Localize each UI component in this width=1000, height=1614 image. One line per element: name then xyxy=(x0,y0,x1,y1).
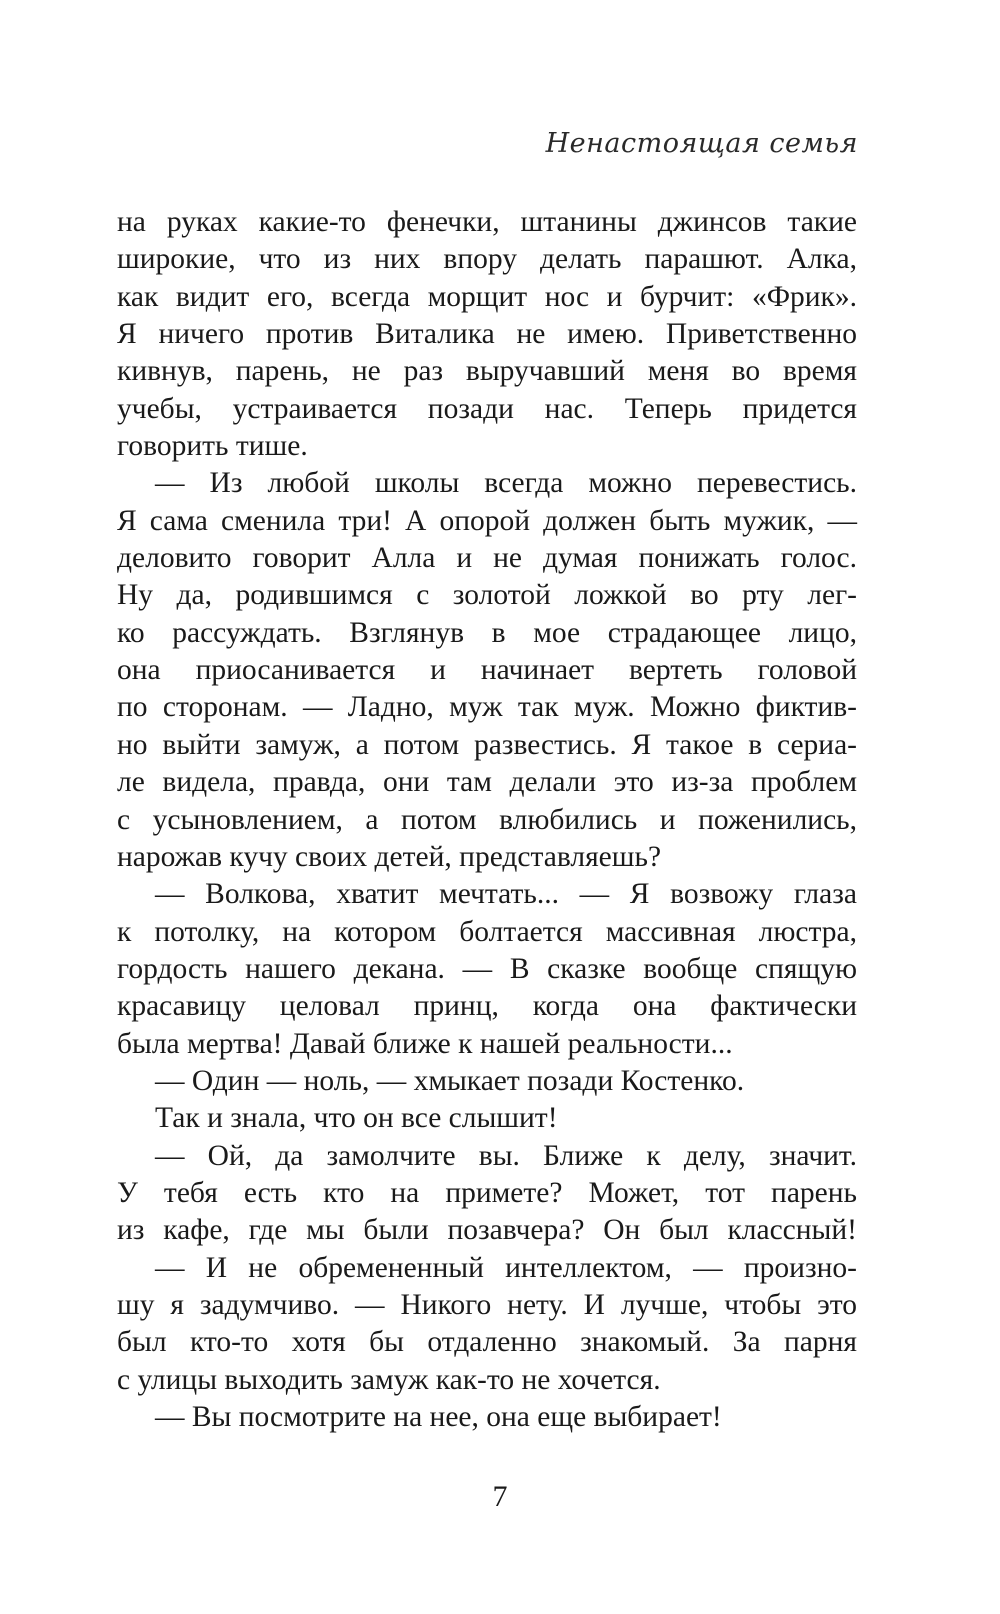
text-line: Я сама сменила три! А опорой должен быть мужик, — xyxy=(117,504,857,537)
text-line: Я ничего против Виталика не имею. Приветственно xyxy=(117,318,857,351)
text-line: — Из любой школы всегда можно перевестись. xyxy=(155,467,857,500)
text-line: широкие, что из них впору делать парашют. Алка, xyxy=(117,243,857,276)
text-line: была мертва! Давай ближе к нашей реальности... xyxy=(117,1027,733,1060)
text-line: говорить тише. xyxy=(117,430,308,463)
text-line: шу я задумчиво. — Никого нету. И лучше, чтобы это xyxy=(117,1288,857,1321)
text-line: Так и знала, что он все слышит! xyxy=(155,1102,558,1135)
text-line: ко рассуждать. Взглянув в мое страдающее лицо, xyxy=(117,616,857,649)
text-line: кивнув, парень, не раз выручавший меня во время xyxy=(117,355,857,388)
text-line: — Ой, да замолчите вы. Ближе к делу, значит. xyxy=(155,1139,857,1172)
text-line: нарожав кучу своих детей, представляешь? xyxy=(117,840,662,873)
body-text xyxy=(117,204,857,1436)
text-line: У тебя есть кто на примете? Может, тот парень xyxy=(117,1176,857,1209)
text-line: она приосанивается и начинает вертеть головой xyxy=(117,654,857,687)
text-line: но выйти замуж, а потом развестись. Я такое в сериа- xyxy=(117,728,857,761)
text-line: — Один — ноль, — хмыкает позади Костенко. xyxy=(155,1064,745,1097)
page-number: 7 xyxy=(492,1480,508,1513)
text-line: был кто-то хотя бы отдаленно знакомый. За парня xyxy=(117,1326,857,1359)
text-line: с усыновлением, а потом влюбились и поженились, xyxy=(117,803,857,836)
text-line: с улицы выходить замуж как-то не хочется. xyxy=(117,1363,661,1396)
text-line: — И не обремененный интеллектом, — произно- xyxy=(155,1251,857,1284)
text-line: на руках какие-то фенечки, штанины джинсов такие xyxy=(117,206,857,238)
text-line: ле видела, правда, они там делали это из-за проблем xyxy=(117,766,857,799)
text-line: гордость нашего декана. — В сказке вообще спящую xyxy=(117,952,857,985)
text-line: — Волкова, хватит мечтать... — Я возвожу глаза xyxy=(155,878,857,911)
running-head: Ненастоящая семья xyxy=(545,128,858,159)
text-line: деловито говорит Алла и не думая понижать голос. xyxy=(117,542,857,575)
text-line: к потолку, на котором болтается массивная люстра, xyxy=(117,915,857,948)
text-line: из кафе, где мы были позавчера? Он был классный! xyxy=(117,1214,857,1247)
text-line: Ну да, родившимся с золотой ложкой во рту лег- xyxy=(117,579,857,612)
text-line: по сторонам. — Ладно, муж так муж. Можно фиктив- xyxy=(117,691,857,724)
text-line: — Вы посмотрите на нее, она еще выбирает! xyxy=(155,1401,722,1433)
text-line: учебы, устраивается позади нас. Теперь придется xyxy=(117,392,857,425)
text-line: как видит его, всегда морщит нос и бурчит: «Фрик». xyxy=(117,280,857,313)
text-line: красавицу целовал принц, когда она фактически xyxy=(117,990,857,1023)
